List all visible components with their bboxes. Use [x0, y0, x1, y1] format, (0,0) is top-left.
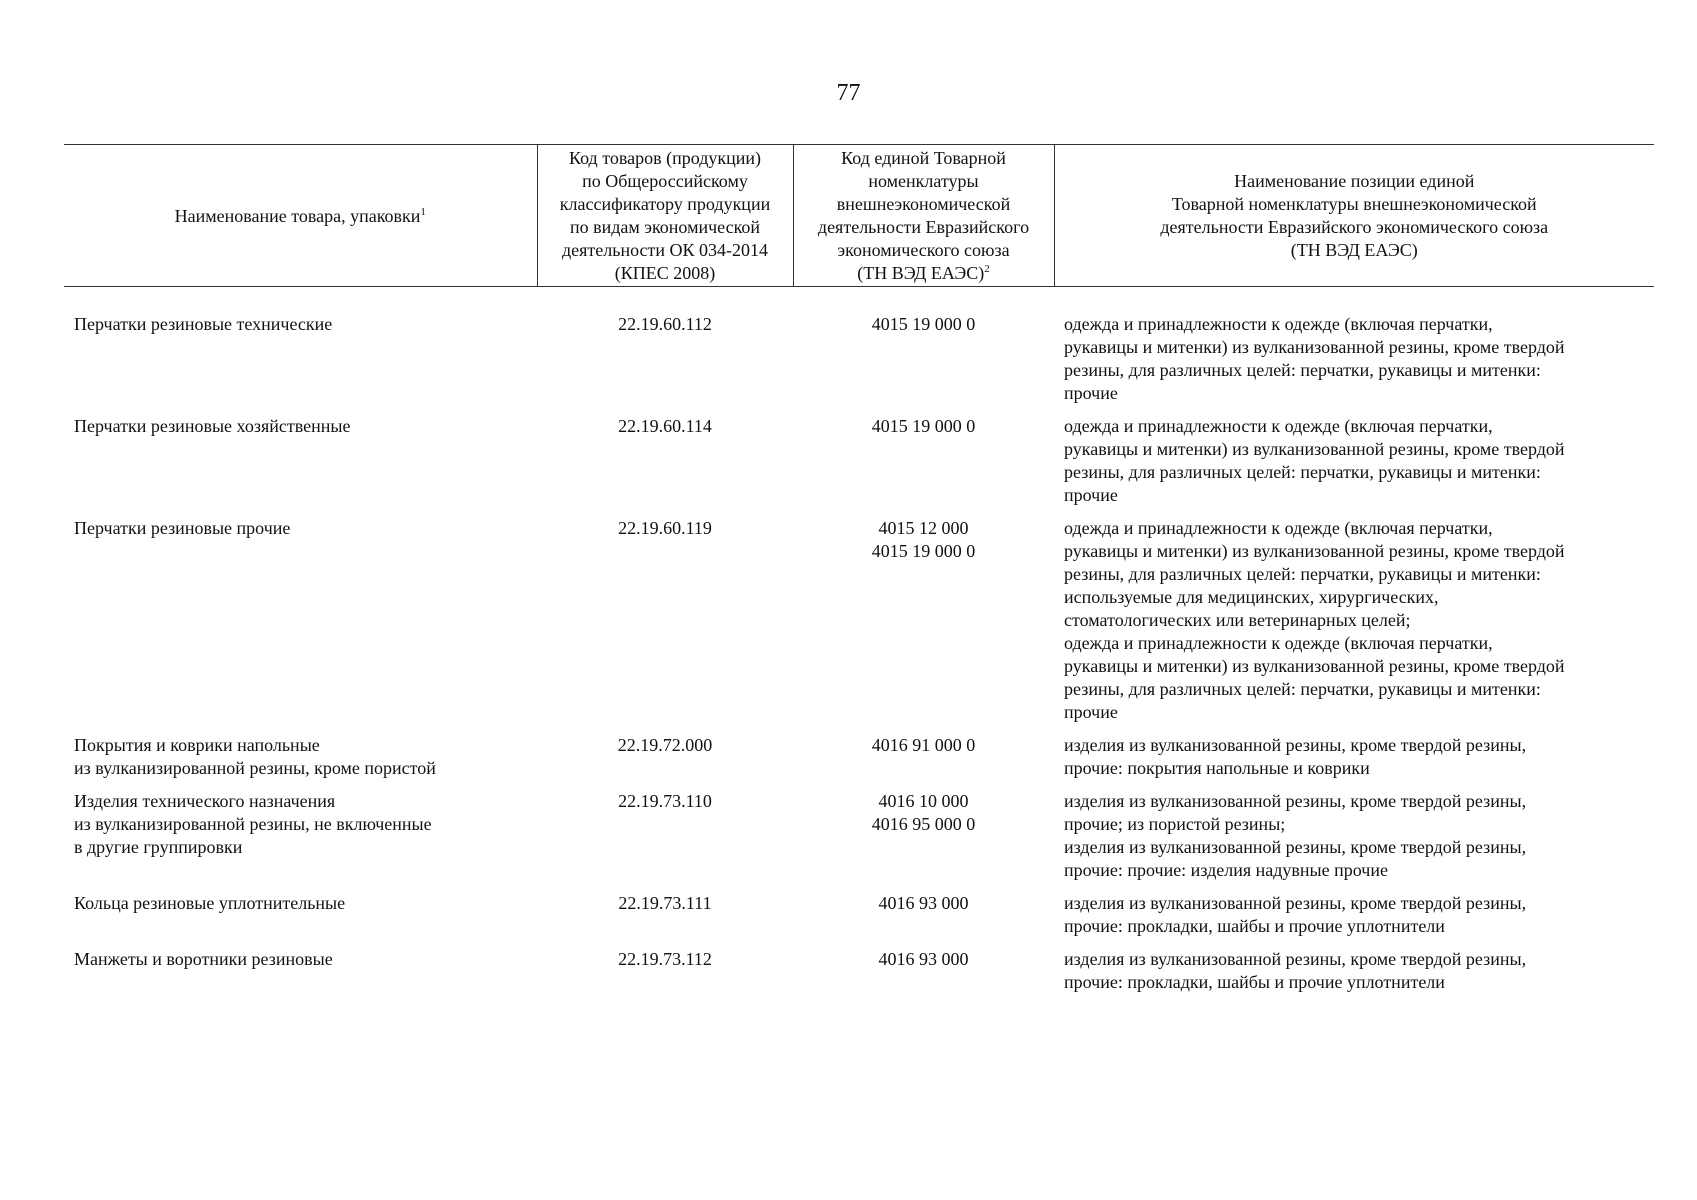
tnved-name-cell: изделия из вулканизованной резины, кроме твердой резины, прочие: покрытия напольные и коврики [1064, 735, 1527, 778]
header-tnved-code: Код единой Товарной номенклатуры внешнеэкономической деятельности Евразийского экономического союза (ТН ВЭД ЕАЭС)$^2$ [793, 145, 1054, 287]
tnved-name-cell: изделия из вулканизованной резины, кроме твердой резины, прочие; из пористой резины; изделия из вулканизованной резины, кроме твердой резины, прочие: прочие: изделия надувные прочие [1064, 791, 1527, 880]
product-name-cell: Изделия технического назначения из вулканизированной резины, не включенные в другие группировки [74, 791, 432, 857]
product-name-cell: Манжеты и воротники резиновые [74, 949, 333, 969]
header-product-name: Наименование товара, упаковки$^1$ [64, 145, 537, 287]
okpd-code-cell: 22.19.60.114 [618, 416, 712, 436]
header-okpd-code: Код товаров (продукции) по Общероссийскому классификатору продукции по видам экономической деятельности ОК 034-2014 (КПЕС 2008) [537, 145, 793, 287]
table-row [64, 415, 1654, 517]
tnved-name-cell: одежда и принадлежности к одежде (включая перчатки, рукавицы и митенки) из вулканизованной резины, кроме твердой резины, для различных целей: перчатки, рукавицы и митенки: прочие [1064, 416, 1565, 505]
okpd-code-cell: 22.19.72.000 [617, 735, 713, 755]
okpd-code-cell: 22.19.73.110 [618, 791, 712, 811]
tnved-code-cell: 4016 93 000 [878, 949, 969, 969]
product-name-cell: Покрытия и коврики напольные из вулканизированной резины, кроме пористой [74, 735, 436, 778]
goods-table [64, 144, 1654, 1004]
tnved-name-cell: одежда и принадлежности к одежде (включая перчатки, рукавицы и митенки) из вулканизованной резины, кроме твердой резины, для различных целей: перчатки, рукавицы и митенки: прочие [1064, 314, 1565, 403]
footnote-mark-1: 1 [420, 205, 426, 218]
page-number: 77 [836, 80, 861, 106]
product-name-cell: Перчатки резиновые прочие [74, 518, 291, 538]
tnved-code-cell: 4016 93 000 [878, 893, 969, 913]
table-row [64, 948, 1654, 1004]
product-name-cell: Перчатки резиновые хозяйственные [74, 416, 351, 436]
tnved-code-cell: 4015 12 000 4015 19 000 0 [871, 518, 976, 561]
table-row [64, 790, 1654, 892]
header-row [64, 145, 1654, 287]
table-row [64, 287, 1654, 416]
tnved-name-cell: изделия из вулканизованной резины, кроме твердой резины, прочие: прокладки, шайбы и прочие уплотнители [1064, 949, 1527, 992]
table-row [64, 892, 1654, 948]
tnved-code-cell: 4015 19 000 0 [871, 314, 976, 334]
table-row [64, 734, 1654, 790]
product-name-cell: Кольца резиновые уплотнительные [74, 893, 346, 913]
footnote-mark-2: 2 [984, 263, 990, 275]
header-tnved-name: Наименование позиции единой Товарной номенклатуры внешнеэкономической деятельности Евразийского экономического союза (ТН ВЭД ЕАЭС) [1054, 145, 1654, 287]
okpd-code-cell: 22.19.60.112 [618, 314, 712, 334]
okpd-code-cell: 22.19.73.112 [618, 949, 712, 969]
tnved-name-cell: одежда и принадлежности к одежде (включая перчатки, рукавицы и митенки) из вулканизованной резины, кроме твердой резины, для различных целей: перчатки, рукавицы и митенки: используемые для медицинских, хирургических, стоматологических или ветеринарных целей; одежда и принадлежности к одежде (включая перчатки, рукавицы и митенки) из вулканизованной резины, кроме твердой резины, для различных целей: перчатки, рукавицы и митенки: прочие [1064, 518, 1565, 722]
table-header [64, 145, 1654, 287]
product-name-cell: Перчатки резиновые технические [74, 314, 333, 334]
tnved-code-cell: 4016 91 000 0 [871, 735, 976, 755]
tnved-name-cell: изделия из вулканизованной резины, кроме твердой резины, прочие: прокладки, шайбы и прочие уплотнители [1064, 893, 1527, 936]
table-body [64, 287, 1654, 1005]
tnved-code-cell: 4015 19 000 0 [871, 416, 976, 436]
table-row [64, 517, 1654, 734]
tnved-code-cell: 4016 10 000 4016 95 000 0 [871, 791, 976, 834]
okpd-code-cell: 22.19.73.111 [618, 893, 712, 913]
okpd-code-cell: 22.19.60.119 [618, 518, 712, 538]
